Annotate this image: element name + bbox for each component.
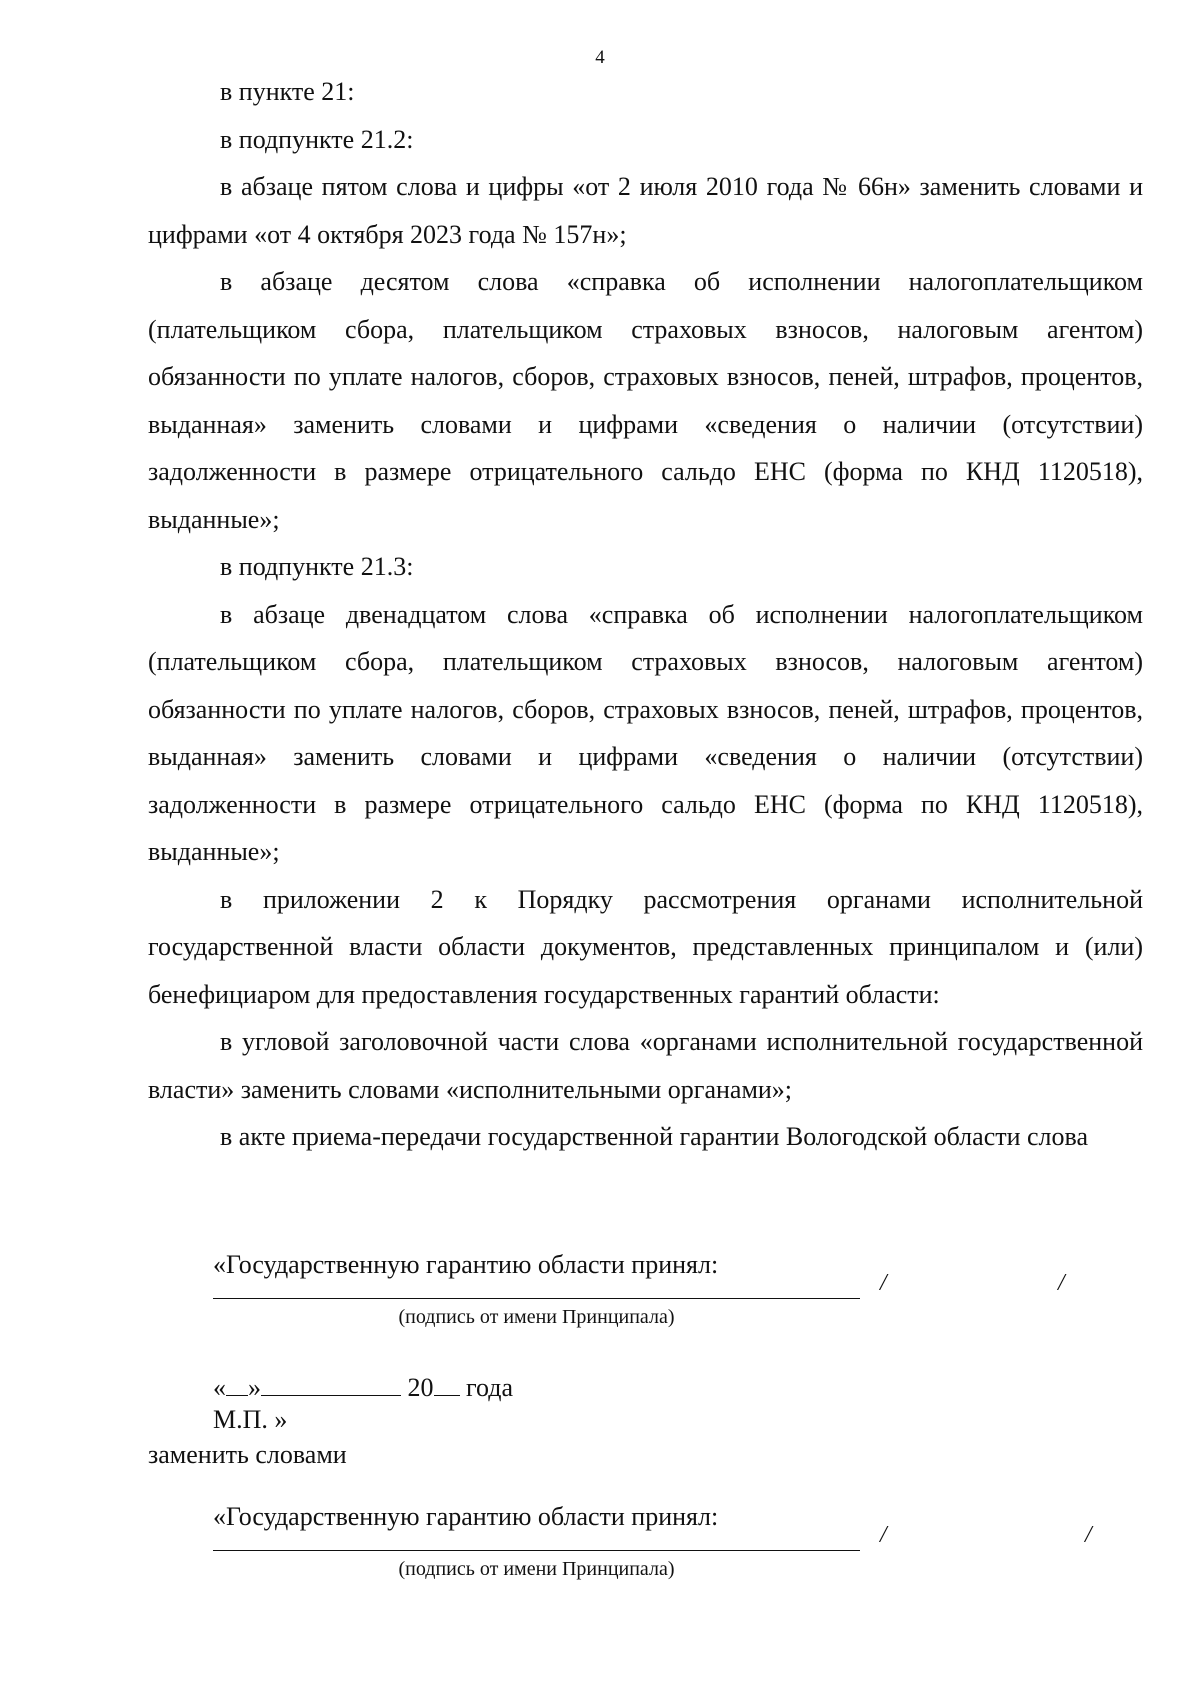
paragraph: в пункте 21: [220,77,355,106]
date-line [213,1373,513,1403]
signature-slash: / [1085,1522,1092,1548]
year-blank [434,1377,460,1396]
date-close-quote: » [248,1373,261,1402]
page-number: 4 [595,47,605,68]
stamp-label: М.П. » [213,1405,288,1434]
signature-slash: / [1058,1270,1065,1296]
day-blank [226,1377,248,1396]
signature-heading: «Государственную гарантию области принял: [213,1250,719,1279]
signature-caption: (подпись от имени Принципала) [398,1558,675,1580]
signature-slash: / [880,1270,887,1296]
paragraph: в абзаце десятом слова «справка об исполнении налогоплательщиком (плательщиком сбора, плательщиком страховых взносов, налоговым агентом) обязанности по уплате налогов, сборов, страховых взносов, пеней, штрафов, процентов, выданная» заменить словами и цифрами «сведения о наличии (отсутствии) задолженности в размере отрицательного сальдо ЕНС (форма по КНД 1120518), выданные»; [148,267,1143,534]
signature-line [213,1298,860,1299]
signature-line [213,1550,860,1551]
document-body [148,68,1143,1161]
year-prefix: 20 [407,1373,434,1402]
signature-caption: (подпись от имени Принципала) [398,1306,675,1328]
paragraph: в абзаце пятом слова и цифры «от 2 июля 2010 года № 66н» заменить словами и цифрами «от 4 октября 2023 года № 157н»; [148,172,1143,249]
signature-slash: / [880,1522,887,1548]
paragraph: в подпункте 21.2: [220,124,414,154]
date-open-quote: « [213,1373,226,1402]
paragraph: в абзаце двенадцатом слова «справка об исполнении налогоплательщиком (плательщиком сбора, плательщиком страховых взносов, налоговым агентом) обязанности по уплате налогов, сборов, страховых взносов, пеней, штрафов, процентов, выданная» заменить словами и цифрами «сведения о наличии (отсутствии) задолженности в размере отрицательного сальдо ЕНС (форма по КНД 1120518), выданные»; [148,599,1143,866]
paragraph: в угловой заголовочной части слова «органами исполнительной государственной власти» заменить словами «исполнительными органами»; [148,1027,1143,1104]
signature-heading: «Государственную гарантию области принял: [213,1502,719,1531]
replace-label: заменить словами [148,1440,347,1469]
paragraph: в приложении 2 к Порядку рассмотрения органами исполнительной государственной власти области документов, представленных принципалом и (или) бенефициаром для предоставления государственных гарантий области: [148,884,1143,1009]
year-suffix: года [466,1373,514,1402]
month-blank [261,1377,401,1396]
paragraph: в подпункте 21.3: [220,552,414,581]
paragraph: в акте приема-передачи государственной гарантии Вологодской области слова [220,1122,1089,1151]
